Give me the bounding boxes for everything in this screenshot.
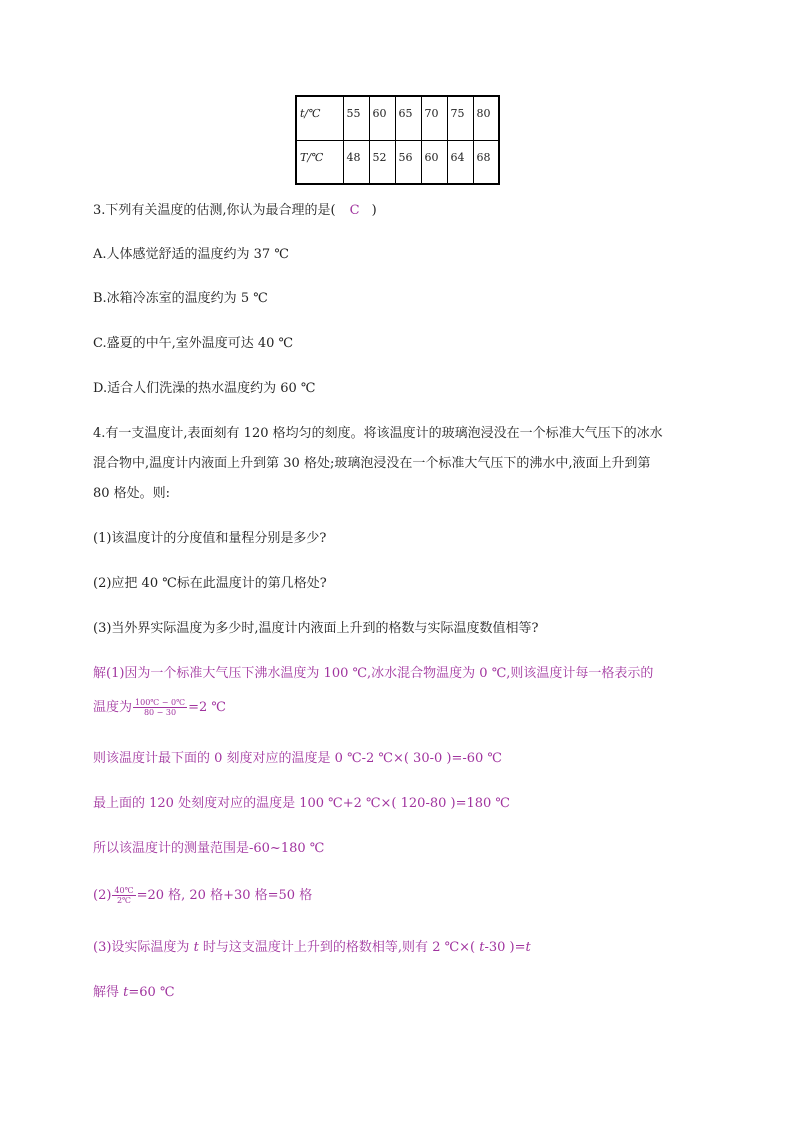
question-3-text: 3.下列有关温度的估测,你认为最合理的是( (93, 203, 336, 218)
fraction-numerator: 100℃ − 0℃ (135, 698, 186, 707)
question-3-stem (93, 199, 377, 218)
table-cell: 80 (473, 96, 499, 140)
fraction (133, 698, 187, 717)
solution-line-4: 最上面的 120 处刻度对应的温度是 100 ℃+2 ℃×( 120-80 )=180 ℃ (93, 796, 510, 811)
variable-t: t (193, 940, 199, 955)
table-cell: 56 (395, 140, 421, 184)
question-4-line: 混合物中,温度计内液面上升到第 30 格处;玻璃泡浸没在一个标准大气压下的沸水中,液面上升到第 (93, 456, 651, 471)
variable-t: t (123, 985, 129, 1000)
solution-text: =2 ℃ (188, 700, 226, 715)
solution-text: 时与这支温度计上升到的格数相等,则有 2 ℃×( (198, 940, 480, 955)
table-cell: 55 (343, 96, 369, 140)
solution-text: -30 )= (484, 940, 526, 955)
solution-text: 解得 (93, 985, 124, 1000)
solution-line-3: 则该温度计最下面的 0 刻度对应的温度是 0 ℃-2 ℃×( 30-0 )=-60 ℃ (93, 751, 502, 766)
question-4-line: 80 格处。则: (93, 486, 171, 501)
table-row (296, 140, 499, 184)
table-row (296, 96, 499, 140)
question-3-text-end: ) (371, 203, 377, 218)
table-cell: 70 (421, 96, 447, 140)
table-cell: 65 (395, 96, 421, 140)
table-cell: 75 (447, 96, 473, 140)
table-header-cell: t/℃ (296, 96, 343, 140)
solution-text: =60 ℃ (128, 985, 175, 1000)
variable-t: t (479, 940, 485, 955)
solution-line-1: 解(1)因为一个标准大气压下沸水温度为 100 ℃,冰水混合物温度为 0 ℃,则该温度计每一格表示的 (93, 666, 654, 681)
question-4-line: 4.有一支温度计,表面刻有 120 格均匀的刻度。将该温度计的玻璃泡浸没在一个标准大气压下的冰水 (93, 426, 663, 441)
solution-line-2 (93, 696, 226, 717)
table-cell: 48 (343, 140, 369, 184)
sub-question-3: (3)当外界实际温度为多少时,温度计内液面上升到的格数与实际温度数值相等? (93, 621, 539, 636)
table-cell: 64 (447, 140, 473, 184)
solution-line-6 (93, 884, 312, 905)
fraction-numerator: 40℃ (114, 886, 134, 895)
table-cell: 60 (421, 140, 447, 184)
solution-line-7 (93, 936, 531, 955)
temperature-table (295, 95, 500, 185)
solution-text: =20 格, 20 格+30 格=50 格 (136, 888, 313, 903)
question-3-answer: C (349, 203, 360, 218)
solution-text: 温度为 (93, 700, 133, 715)
sub-question-1: (1)该温度计的分度值和量程分别是多少? (93, 531, 327, 546)
table-cell: 60 (369, 96, 395, 140)
fraction-denominator: 80 − 30 (143, 708, 177, 717)
table-cell: 52 (369, 140, 395, 184)
table-cell: 68 (473, 140, 499, 184)
fraction-denominator: 2℃ (116, 896, 132, 905)
option-b: B.冰箱冷冻室的温度约为 5 ℃ (93, 291, 268, 306)
solution-text: (2) (93, 888, 112, 903)
sub-question-2: (2)应把 40 ℃标在此温度计的第几格处? (93, 576, 327, 591)
option-a: A.人体感觉舒适的温度约为 37 ℃ (93, 247, 289, 262)
option-d: D.适合人们洗澡的热水温度约为 60 ℃ (93, 381, 316, 396)
fraction (112, 886, 135, 905)
solution-text: (3)设实际温度为 (93, 940, 194, 955)
option-c: C.盛夏的中午,室外温度可达 40 ℃ (93, 336, 294, 351)
table-header-cell: T/℃ (296, 140, 343, 184)
variable-t: t (525, 940, 531, 955)
solution-line-8 (93, 981, 174, 1000)
solution-line-5: 所以该温度计的测量范围是-60~180 ℃ (93, 841, 325, 856)
